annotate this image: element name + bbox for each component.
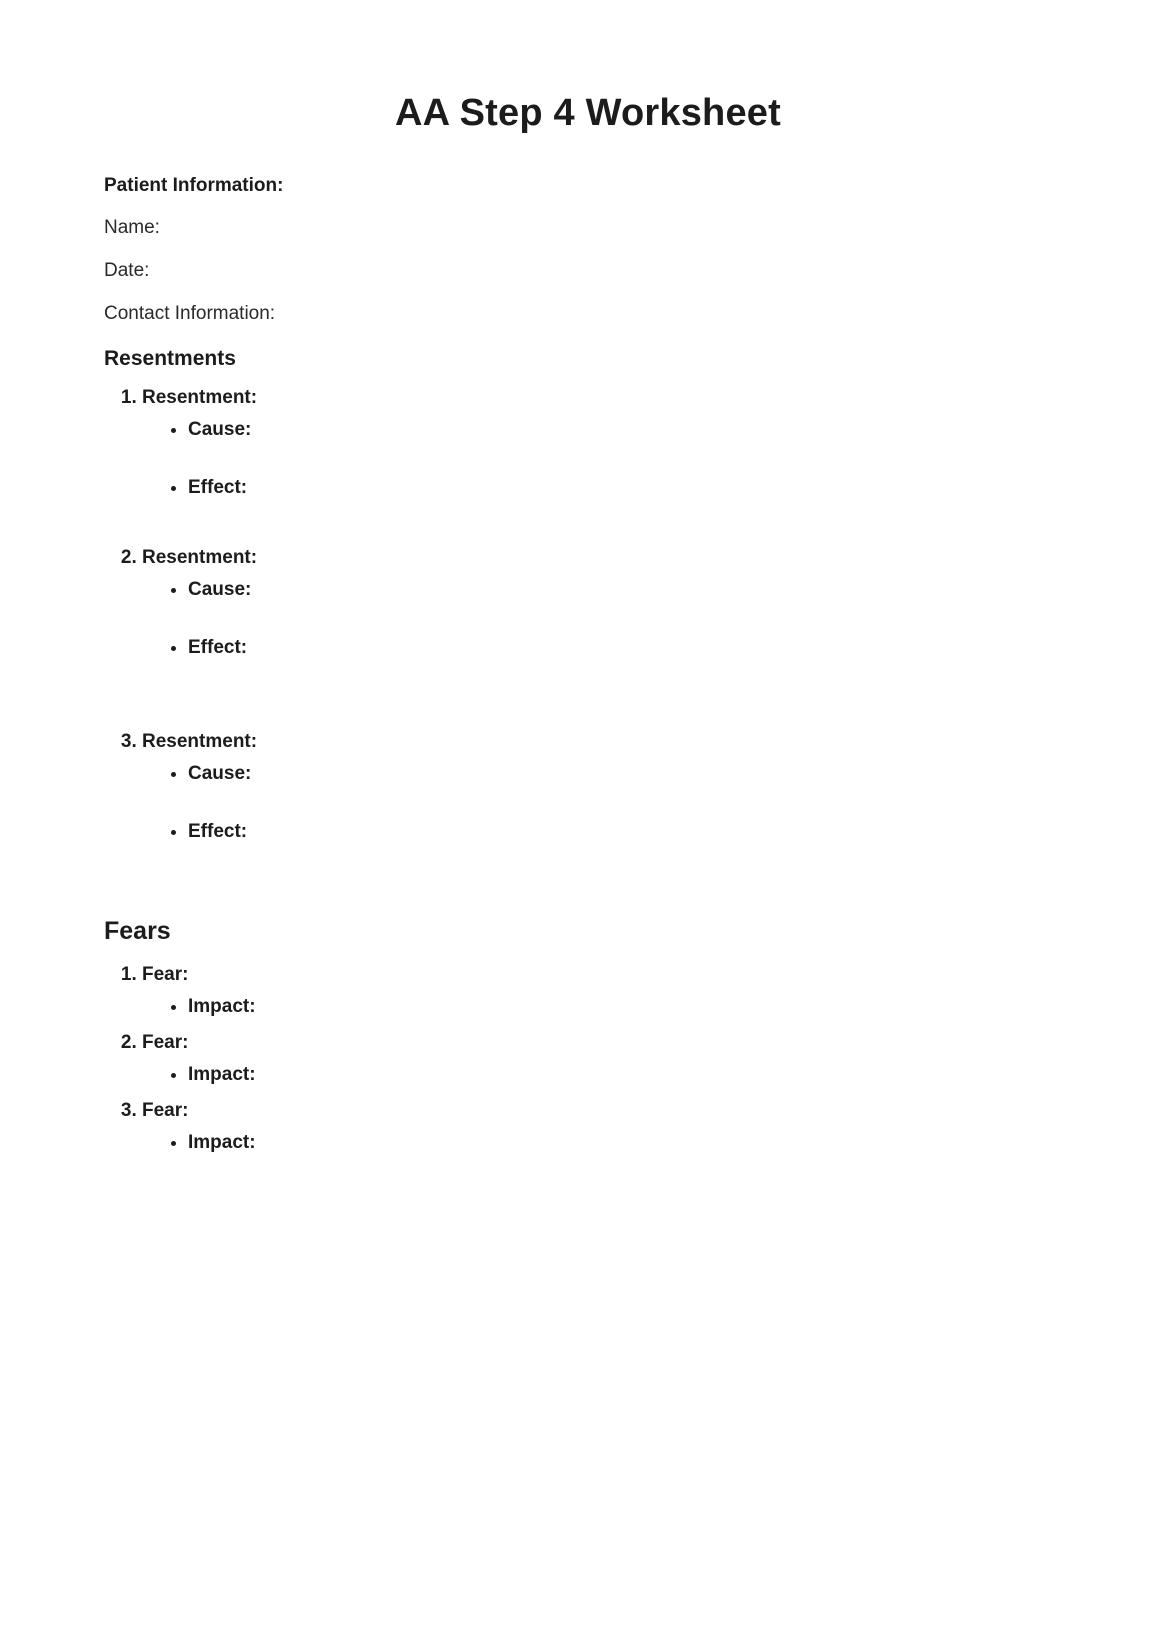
fears-list: [104, 964, 1072, 1154]
fear-label: Fear:: [142, 964, 189, 985]
contact-information-field-label[interactable]: Contact Information:: [104, 303, 276, 324]
date-field-label[interactable]: Date:: [104, 260, 150, 281]
fear-label: Fear:: [142, 1100, 189, 1121]
list-item[interactable]: [188, 579, 1072, 601]
list-item[interactable]: [142, 1100, 1072, 1154]
list-item[interactable]: [188, 821, 1072, 843]
fears-heading: Fears: [104, 917, 171, 945]
resentment-detail-list: [142, 763, 1072, 843]
list-item[interactable]: [188, 637, 1072, 659]
impact-label: Impact:: [188, 996, 256, 1017]
impact-label: Impact:: [188, 1132, 256, 1153]
resentments-list: [104, 387, 1072, 843]
list-item[interactable]: [142, 1032, 1072, 1086]
effect-label: Effect:: [188, 637, 248, 658]
cause-label: Cause:: [188, 763, 252, 784]
list-item[interactable]: [188, 1132, 1072, 1154]
list-item[interactable]: [188, 996, 1072, 1018]
list-item[interactable]: [142, 731, 1072, 843]
list-item[interactable]: [142, 547, 1072, 659]
list-item[interactable]: [188, 763, 1072, 785]
fear-label: Fear:: [142, 1032, 189, 1053]
resentment-label: Resentment:: [142, 731, 258, 752]
page-title: AA Step 4 Worksheet: [394, 92, 781, 134]
fear-detail-list: [142, 1132, 1072, 1154]
patient-information-section: [104, 175, 1072, 325]
fear-detail-list: [142, 1064, 1072, 1086]
resentment-label: Resentment:: [142, 387, 258, 408]
list-item[interactable]: [142, 387, 1072, 499]
fears-section: [104, 917, 1072, 1154]
effect-label: Effect:: [188, 821, 248, 842]
resentment-detail-list: [142, 579, 1072, 659]
resentment-label: Resentment:: [142, 547, 258, 568]
fear-detail-list: [142, 996, 1072, 1018]
resentments-section: [104, 347, 1072, 843]
list-item[interactable]: [188, 1064, 1072, 1086]
list-item[interactable]: [188, 477, 1072, 499]
resentments-heading: Resentments: [104, 347, 236, 370]
resentment-detail-list: [142, 419, 1072, 499]
cause-label: Cause:: [188, 419, 252, 440]
name-field-label[interactable]: Name:: [104, 217, 160, 238]
effect-label: Effect:: [188, 477, 248, 498]
cause-label: Cause:: [188, 579, 252, 600]
list-item[interactable]: [142, 964, 1072, 1018]
impact-label: Impact:: [188, 1064, 256, 1085]
list-item[interactable]: [188, 419, 1072, 441]
patient-information-label: Patient Information:: [104, 175, 284, 196]
